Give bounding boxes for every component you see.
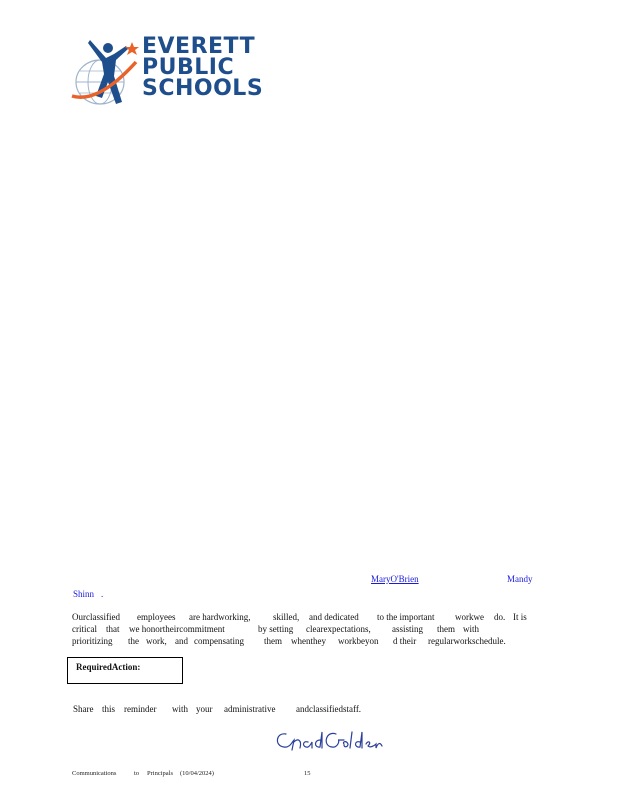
share-word: Share — [73, 704, 94, 714]
body-word: and dedicated — [309, 612, 359, 622]
contact-name-shinn[interactable]: Shinn — [73, 589, 95, 599]
footer-date: (10/04/2024) — [180, 770, 214, 777]
district-logo — [70, 34, 264, 114]
body-word: critical — [72, 624, 97, 634]
body-word: we honortheircommitment — [129, 624, 225, 634]
body-word: them — [437, 624, 455, 634]
share-word: reminder — [124, 704, 157, 714]
share-word: with — [172, 704, 189, 714]
body-word: that — [106, 624, 120, 634]
body-word: compensating — [194, 636, 244, 646]
body-word: It is — [513, 612, 527, 622]
share-word: andclassifiedstaff. — [296, 704, 362, 714]
body-word: whenthey — [291, 636, 326, 646]
body-word: and — [175, 636, 188, 646]
page-number: 15 — [304, 770, 311, 777]
body-word: are hardworking, — [189, 612, 251, 622]
body-word: clearexpectations, — [306, 624, 371, 634]
footer-text: to — [134, 770, 140, 777]
body-word: work, — [146, 636, 167, 646]
body-word: do. — [494, 612, 506, 622]
body-word: workwe — [455, 612, 484, 622]
body-word: with — [463, 624, 480, 634]
body-word: d their — [393, 636, 417, 646]
footer-text: Principals — [147, 770, 173, 777]
footer-text: Communications — [72, 770, 117, 777]
body-word: workbeyon — [338, 636, 379, 646]
logo-text-public: PUBLIC — [142, 55, 235, 80]
body-word: them — [264, 636, 282, 646]
body-word: skilled, — [273, 612, 300, 622]
logo-text-schools: SCHOOLS — [142, 76, 264, 101]
share-word: this — [102, 704, 116, 714]
body-word: prioritizing — [72, 636, 113, 646]
body-word: the — [128, 636, 139, 646]
body-word: by setting — [258, 624, 294, 634]
signature-image — [272, 728, 384, 754]
share-word: administrative — [224, 704, 276, 714]
required-action-label: RequiredAction: — [76, 662, 141, 672]
body-word: regularworkschedule. — [428, 636, 506, 646]
body-word: employees — [137, 612, 176, 622]
body-word: Ourclassified — [72, 612, 120, 622]
required-action-box — [67, 657, 183, 684]
body-word: to the important — [377, 612, 435, 622]
share-word: your — [196, 704, 213, 714]
logo-text-everett: EVERETT — [142, 34, 256, 59]
body-word: assisting — [392, 624, 424, 634]
contact-name-mary-obrien[interactable]: MaryO'Brien — [371, 574, 419, 584]
contact-name-mandy[interactable]: Mandy — [507, 574, 533, 584]
contact-period: . — [101, 589, 104, 599]
logo-figure-icon — [70, 34, 140, 114]
